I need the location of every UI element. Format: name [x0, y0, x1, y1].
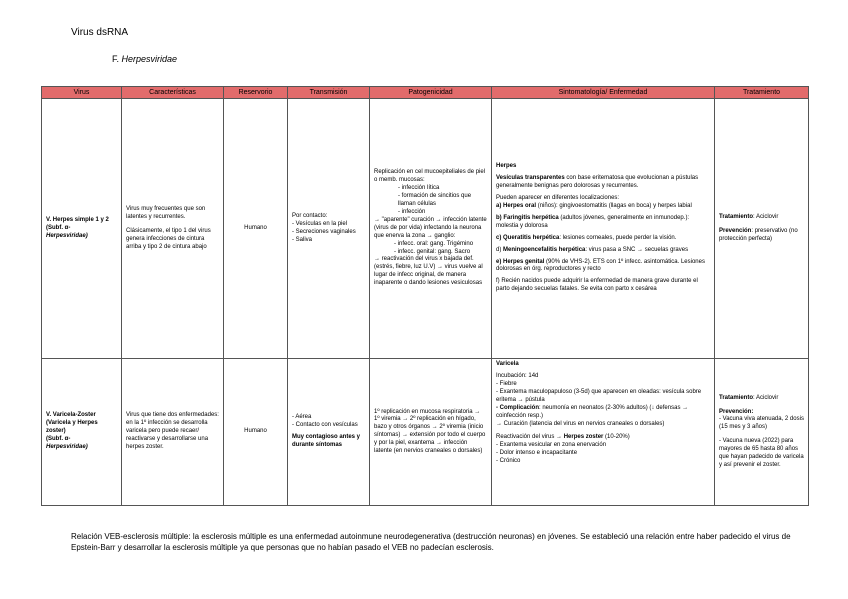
transmision-item: - Contacto con vesículas — [292, 422, 358, 429]
sint-react-rest: (10-20%) — [603, 434, 630, 441]
prev-vacuna-2: - Vacuna nueva (2022) para mayores de 65 hasta 80 años que hayan padecido de varicela y así prevenir el zoster. — [719, 438, 804, 468]
table-row — [42, 359, 809, 506]
virus-family: Herpesviridae) — [46, 232, 88, 239]
sint-comp-rest: : neumonía en neonatos (2-30% adultos) (↓ defensas → coinfección resp.) — [496, 404, 689, 419]
pato-p3: → reactivación del virus x bajada def. (estrés, fiebre, luz U.V) → virus vuelve al lugar de infecc original, de manera inaparente o dando lesiones vesiculosas — [374, 256, 483, 287]
sint-react-bold: Herpes zoster — [563, 434, 604, 441]
sint-c-rest: : lesiones corneales, puede perder la visión. — [559, 234, 677, 241]
sint-f: f) Recién nacidos puede adquirir la enfermedad de manera grave durante el parto dejando secuelas fatales. Se evita con parto x cesárea — [496, 278, 698, 293]
cell-patogenicidad — [370, 99, 492, 359]
section-name: Herpesviridae — [121, 54, 178, 64]
cell-virus — [42, 359, 122, 506]
pato-item: - infección — [398, 208, 426, 215]
sint-p1-bold: Vesículas transparentes — [496, 175, 565, 182]
trat-bold: Tratamiento — [719, 213, 754, 220]
sint-react — [496, 434, 710, 442]
prev-heading: Prevención: — [719, 408, 754, 415]
sint-b-bold: b) Faringitis herpética — [496, 214, 559, 221]
sint-p2: Pueden aparecer en diferentes localizaciones: — [496, 195, 620, 202]
pato-g2: - infecc. genital: gang. Sacro — [394, 248, 471, 255]
trat-line — [719, 395, 804, 403]
footer-note: Relación VEB-esclerosis múltiple: la esclerosis múltiple es una enfermedad autoinmune neurodegenerativa (destrucción neuronas) en jóvenes. Se estableció una relación entre haber padecido el virus de Epstein-Barr y desarrollar la esclerosis múltiple ya que personas que no habían pasado el VEB no padecían esclerosis. — [71, 532, 791, 553]
header-tratamiento: Tratamiento — [715, 87, 809, 99]
sint-a-rest: (niños): gingivoestomatitis (llagas en boca) y herpes labial — [536, 202, 692, 209]
transmision-item: - Vesículas en la piel — [292, 220, 348, 227]
header-virus: Virus — [42, 87, 122, 99]
transmision-item: - Aérea — [292, 414, 312, 421]
header-sintomatologia: Sintomatología/ Enfermedad — [492, 87, 715, 99]
trat-line — [719, 214, 804, 222]
cell-reservorio: Humano — [224, 359, 288, 506]
transmision-item: - Secreciones vaginales — [292, 228, 356, 235]
section-title — [112, 54, 177, 64]
cell-sintomatologia — [492, 359, 715, 506]
cell-tratamiento — [715, 359, 809, 506]
pato-p2: → "aparente" curación → infección latente (virus de por vida) infectando la neurona que enerva la zona → ganglio: — [374, 216, 487, 239]
virus-family: Herpesviridae) — [46, 444, 88, 451]
sint-a — [496, 203, 710, 211]
section-prefix: F. — [112, 54, 120, 64]
pato-item: - formación de sincitios que llaman células — [398, 193, 472, 208]
cell-caracteristicas — [122, 99, 224, 359]
sint-e-bold: e) Herpes genital — [496, 258, 545, 265]
sint-p1-rest: con base eritematosa que evolucionan a pústulas generalmente benignas pero dolorosas y recurrentes. — [496, 175, 699, 190]
trat-rest: : Aciclovir — [753, 394, 779, 401]
sint-react-pre: Reactivación del virus → — [496, 434, 564, 441]
cell-patogenicidad — [370, 359, 492, 506]
sint-react-item: - Dolor intenso e incapacitante — [496, 450, 578, 457]
sint-title: Varicela — [496, 361, 519, 368]
header-reservorio: Reservorio — [224, 87, 288, 99]
sint-c — [496, 235, 710, 243]
caract-p2: Clásicamente, el tipo 1 del virus genera infecciones de cintura arriba y tipo 2 de cintura abajo — [126, 227, 211, 250]
sint-p1 — [496, 175, 710, 191]
sint-react-item: - Exantema vesicular en zona enervación — [496, 442, 607, 449]
cell-sintomatologia — [492, 99, 715, 359]
sint-incubacion: Incubación: 14d — [496, 373, 539, 380]
prev-rest: : preservativo (no protección perfecta) — [719, 227, 798, 242]
cell-caracteristicas — [122, 359, 224, 506]
cell-transmision — [288, 99, 370, 359]
virus-subfamily: (Subf. α- — [46, 436, 71, 443]
prev-line — [719, 228, 804, 244]
trat-bold: Tratamiento — [719, 394, 754, 401]
pato-intro: Replicación en cel mucoepiteliales de piel o memb. mucosas: — [374, 169, 486, 184]
virus-name: V. Herpes simple 1 y 2 — [46, 216, 109, 223]
sint-comp — [496, 405, 710, 421]
header-patogenicidad: Patogenicidad — [370, 87, 492, 99]
sint-react-item: - Crónico — [496, 458, 521, 465]
caract-p1: Virus que tiene dos enfermedades: en la 1º infección se desarrolla varicela pero puede recaer/ reactivarse y desarrollarse una herpes zoster. — [126, 412, 219, 451]
sint-title: Herpes — [496, 163, 517, 170]
sint-a-bold: a) Herpes oral — [496, 202, 537, 209]
caract-p1: Virus muy frecuentes que son latentes y recurrentes. — [126, 205, 206, 220]
table-row — [42, 99, 809, 359]
sint-comp-bold: - Complicación — [496, 404, 540, 411]
sint-d — [496, 247, 710, 255]
herpesviridae-table — [41, 86, 809, 506]
sint-d-label: d) — [496, 246, 504, 253]
sint-e-rest: (90% de VHS-2). ETS con 1º infecc. asintomática. Lesiones dolorosas en órg. reproductores y recto — [496, 258, 705, 273]
sint-item: - Fiebre — [496, 381, 517, 388]
sint-b-rest: (adultos jóvenes, generalmente en inmunodep.): molestia y dolorosa — [496, 214, 690, 229]
virus-subfamily: (Subf. α- — [46, 224, 71, 231]
sint-b — [496, 215, 710, 231]
pato-item: - infección lítica — [398, 185, 440, 192]
page-title: Virus dsRNA — [71, 27, 129, 38]
prev-bold: Prevención — [719, 227, 752, 234]
sint-d-rest: : virus pasa a SNC → secuelas graves — [585, 246, 689, 253]
virus-name: V. Varicela-Zoster (Varicela y Herpes zoster) — [46, 412, 98, 435]
sint-cur: → Curación (latencia del virus en nervios craneales o dorsales) — [496, 420, 665, 427]
pato-text: 1º replicación en mucosa respiratoria → 1º viremia → 2º replicación en hígado, bazo y otros órganos → 2º viremia (inicio síntomas) → extensión por todo el cuerpo y por la piel, exantema → infección latente (en nervios craneales o dorsales) — [374, 408, 486, 455]
sint-item: - Exantema maculopapuloso (3-5d) que aparecen en oleadas: vesícula sobre eritema → pústula — [496, 388, 702, 403]
cell-virus — [42, 99, 122, 359]
transmision-note: Muy contagioso antes y durante síntomas — [292, 434, 361, 449]
trat-rest: : Aciclovir — [753, 213, 779, 220]
sint-d-bold: Meningoencefalitis herpética — [503, 246, 586, 253]
prev-vacuna-1: - Vacuna viva atenuada, 2 dosis (15 mes y 3 años) — [719, 416, 804, 431]
table-header-row — [42, 87, 809, 99]
sint-e — [496, 259, 710, 275]
header-transmision: Transmisión — [288, 87, 370, 99]
cell-transmision — [288, 359, 370, 506]
cell-tratamiento — [715, 99, 809, 359]
transmision-heading: Por contacto: — [292, 212, 328, 219]
sint-c-bold: c) Queratitis herpética — [496, 234, 560, 241]
pato-g1: - infecc. oral: gang. Trigémino — [394, 240, 474, 247]
transmision-item: - Saliva — [292, 236, 313, 243]
header-caracteristicas: Características — [122, 87, 224, 99]
cell-reservorio: Humano — [224, 99, 288, 359]
